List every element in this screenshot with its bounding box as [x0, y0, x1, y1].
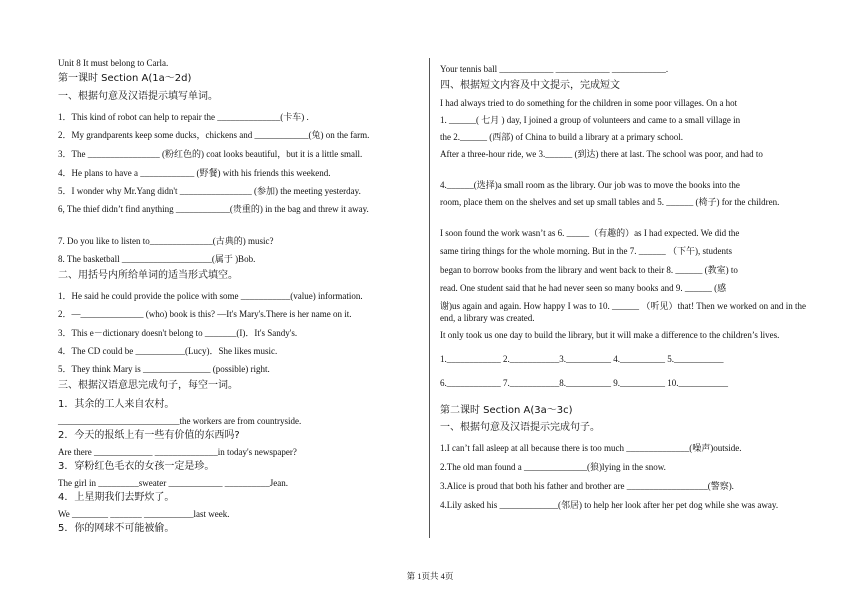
- question-line: 2．My grandparents keep some ducks，chickens and ____________(兔) on the farm.: [58, 130, 370, 140]
- question-line: 5．They think Mary is _______________ (possible) right.: [58, 364, 270, 374]
- section-heading: 一、根据句意及汉语提示填写单词。: [58, 91, 218, 102]
- passage-line: room, place them on the shelves and set up small tables and 5. ______ (椅子) for the children.: [440, 197, 780, 207]
- passage-line: 4.______(选择)a small room as the library. Our job was to move the books into the: [440, 180, 740, 190]
- answer-blanks-row: 6.____________ 7.___________8.__________ 9.__________ 10.___________: [440, 378, 728, 388]
- question-line: 8. The basketball ____________________(属于 )Bob.: [58, 254, 256, 264]
- question-line: 1．He said he could provide the police with some ___________(value) information.: [58, 291, 363, 301]
- question-line: 3.Alice is proud that both his father and brother are __________________(警察).: [440, 481, 734, 491]
- section-heading: 三、根据汉语意思完成句子，每空一词。: [58, 380, 238, 391]
- lesson-title: 第一课时 Section A(1a～2d): [58, 73, 192, 84]
- passage-line: 谢)us again and again. How happy I was to 10. ______ （听见）that! Then we worked on and in the end, a library was created.: [440, 301, 806, 323]
- question-line: 4.Lily asked his _____________(邻居) to help her look after her pet dog while she was away.: [440, 500, 779, 510]
- answer-line: Your tennis ball ____________ ____________ ____________.: [440, 64, 669, 74]
- question-line: 3．This e－dictionary doesn't belong to _______(I)．It's Sandy's.: [58, 328, 298, 338]
- chinese-prompt: 5．你的网球不可能被偷。: [58, 523, 175, 534]
- chinese-prompt: 3．穿粉红色毛衣的女孩一定是珍。: [58, 461, 215, 472]
- question-line: 1.I can’t fall asleep at all because there is too much ______________(噪声)outside.: [440, 443, 742, 453]
- answer-blanks-row: 1.____________ 2.___________3.__________ 4.__________ 5.___________: [440, 354, 724, 364]
- page-footer: 第 1页共 4页: [406, 571, 454, 581]
- passage-line: After a three-hour ride, we 3.______ (到达) there at last. The school was poor, and had to: [440, 149, 763, 159]
- question-line: 2．—______________ (who) book is this? —It's Mary's.There is her name on it.: [58, 309, 352, 319]
- question-line: 4．The CD could be ___________(Lucy)．She likes music.: [58, 346, 278, 356]
- passage-line: It only took us one day to build the library, but it will make a difference to the children’s lives.: [440, 330, 780, 340]
- answer-line: The girl in _________sweater ____________ __________Jean.: [58, 478, 288, 488]
- question-line: 7. Do you like to listen to______________(古典的) music?: [58, 236, 274, 246]
- question-line: 4．He plans to have a ____________ (野餐) with his friends this weekend.: [58, 168, 331, 178]
- question-line: 3．The ________________ (粉红色的) coat looks beautiful，but it is a little small.: [58, 149, 363, 159]
- column-divider: [429, 58, 430, 538]
- answer-line: We ________ _______ ___________last week.: [58, 509, 230, 519]
- passage-line: the 2.______ (西部) of China to build a library at a primary school.: [440, 132, 683, 142]
- section-heading: 一、根据句意及汉语提示完成句子。: [440, 422, 600, 433]
- question-line: 5．I wonder why Mr.Yang didn't ________________ (参加) the meeting yesterday.: [58, 186, 361, 196]
- unit-title: Unit 8 It must belong to Carla.: [58, 58, 169, 68]
- passage-line: same tiring things for the whole morning. But in the 7. ______ （下午), students: [440, 246, 732, 256]
- chinese-prompt: 1．其余的工人来自农村。: [58, 399, 175, 410]
- passage-line: began to borrow books from the library and went back to their 8. ______ (教室) to: [440, 265, 738, 275]
- question-line: 2.The old man found a ______________(狼)lying in the snow.: [440, 462, 666, 472]
- passage-line: I soon found the work wasn’t as 6. _____（有趣的）as I had expected. We did the: [440, 228, 740, 238]
- section-heading: 四、根据短文内容及中文提示，完成短文: [440, 80, 620, 91]
- chinese-prompt: 4．上星期我们去野炊了。: [58, 492, 175, 503]
- passage-line: read. One student said that he had never seen so many books and 9. ______ (感: [440, 283, 727, 293]
- lesson-title: 第二课时 Section A(3a～3c): [440, 405, 573, 416]
- answer-line: Are there _____________ ______________in today's newspaper?: [58, 447, 297, 457]
- answer-line: ___________________________the workers are from countryside.: [58, 416, 302, 426]
- passage-line: I had always tried to do something for the children in some poor villages. On a hot: [440, 98, 738, 108]
- passage-line: 1. ______( 七月 ) day, I joined a group of volunteers and came to a small village in: [440, 115, 741, 125]
- question-line: 1．This kind of robot can help to repair the ______________(卡车) .: [58, 112, 309, 122]
- question-line: 6, The thief didn’t find anything ____________(贵重的) in the bag and threw it away.: [58, 204, 369, 214]
- section-heading: 二、用括号内所给单词的适当形式填空。: [58, 270, 238, 281]
- chinese-prompt: 2．今天的报纸上有一些有价值的东西吗?: [58, 430, 240, 441]
